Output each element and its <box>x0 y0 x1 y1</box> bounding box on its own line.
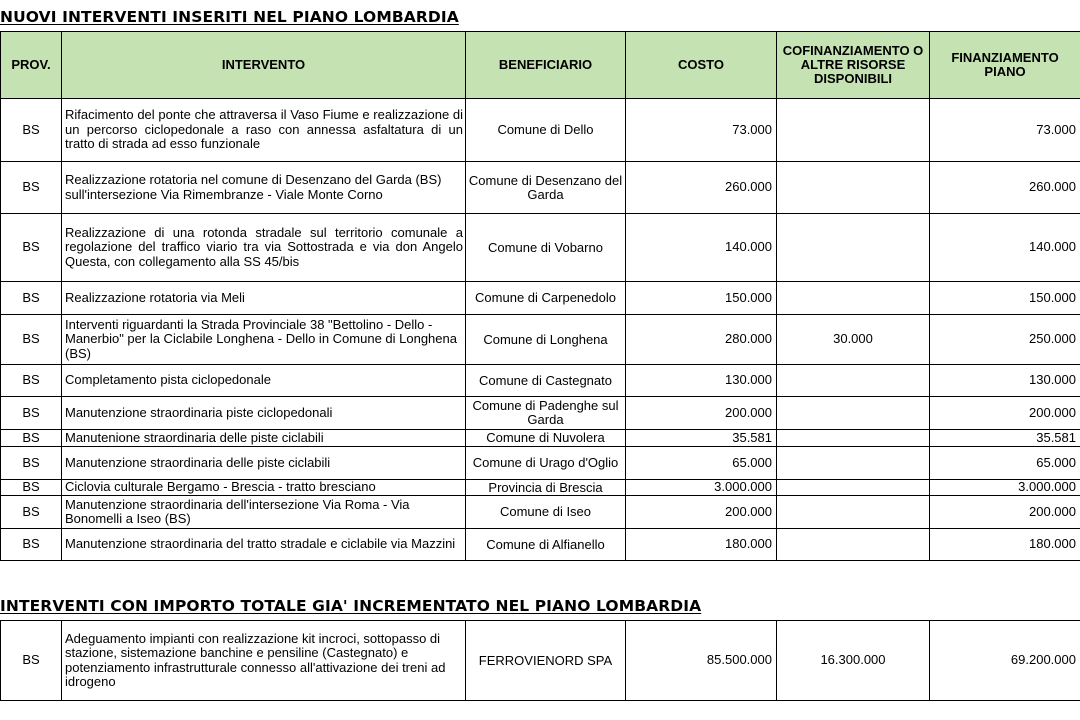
beneficiario-cell: Comune di Longhena <box>466 315 626 365</box>
header-finanziamento-piano: FINANZIAMENTO PIANO <box>930 32 1080 99</box>
cofinanziamento-cell <box>777 162 930 214</box>
table-row <box>1 621 1080 701</box>
prov-cell: BS <box>1 315 62 365</box>
finanziamento-cell: 250.000 <box>930 315 1080 365</box>
costo-cell: 180.000 <box>626 529 777 561</box>
prov-cell: BS <box>1 430 62 447</box>
beneficiario-cell: Comune di Dello <box>466 99 626 162</box>
beneficiario-cell: Comune di Carpenedolo <box>466 282 626 315</box>
interventi-incrementati-table <box>0 620 1080 701</box>
intervento-cell: Manutenzione straordinaria del tratto stradale e ciclabile via Mazzini <box>62 529 466 561</box>
table-row <box>1 214 1080 282</box>
finanziamento-cell: 35.581 <box>930 430 1080 447</box>
beneficiario-cell: Comune di Vobarno <box>466 214 626 282</box>
finanziamento-cell: 150.000 <box>930 282 1080 315</box>
cofinanziamento-cell <box>777 480 930 496</box>
beneficiario-cell: Comune di Nuvolera <box>466 430 626 447</box>
intervento-cell: Manutenzione straordinaria piste ciclopedonali <box>62 397 466 430</box>
beneficiario-cell: Provincia di Brescia <box>466 480 626 496</box>
section-title-nuovi-interventi: NUOVI INTERVENTI INSERITI NEL PIANO LOMBARDIA <box>0 8 459 26</box>
costo-cell: 200.000 <box>626 496 777 529</box>
cofinanziamento-cell: 30.000 <box>777 315 930 365</box>
beneficiario-cell: Comune di Alfianello <box>466 529 626 561</box>
costo-cell: 73.000 <box>626 99 777 162</box>
prov-cell: BS <box>1 529 62 561</box>
header-beneficiario: BENEFICIARIO <box>466 32 626 99</box>
table-row <box>1 162 1080 214</box>
costo-cell: 65.000 <box>626 447 777 480</box>
cofinanziamento-cell <box>777 214 930 282</box>
table-row <box>1 447 1080 480</box>
cofinanziamento-cell <box>777 447 930 480</box>
cofinanziamento-cell <box>777 365 930 397</box>
cofinanziamento-cell <box>777 99 930 162</box>
prov-cell: BS <box>1 365 62 397</box>
cofinanziamento-cell <box>777 430 930 447</box>
intervento-cell: Adeguamento impianti con realizzazione kit incroci, sottopasso di stazione, sistemazione banchine e pensiline (Castegnato) e potenziamento infrastrutturale connesso all'attivazione dei treni ad idrogeno <box>62 621 466 701</box>
finanziamento-cell: 130.000 <box>930 365 1080 397</box>
beneficiario-cell: Comune di Padenghe sul Garda <box>466 397 626 430</box>
cofinanziamento-cell <box>777 282 930 315</box>
prov-cell: BS <box>1 99 62 162</box>
intervento-cell: Realizzazione rotatoria nel comune di Desenzano del Garda (BS) sull'intersezione Via Rimembranze - Viale Monte Corno <box>62 162 466 214</box>
intervento-cell: Realizzazione di una rotonda stradale sul territorio comunale a regolazione del traffico viario tra via Sottostrada e via don Angelo Questa, con collegamento alla SS 45/bis <box>62 214 466 282</box>
cofinanziamento-cell <box>777 496 930 529</box>
intervento-cell: Interventi riguardanti la Strada Provinciale 38 "Bettolino - Dello - Manerbio" per la Ciclabile Longhena - Dello in Comune di Longhena (BS) <box>62 315 466 365</box>
costo-cell: 85.500.000 <box>626 621 777 701</box>
costo-cell: 140.000 <box>626 214 777 282</box>
header-costo: COSTO <box>626 32 777 99</box>
intervento-cell: Realizzazione rotatoria via Meli <box>62 282 466 315</box>
prov-cell: BS <box>1 397 62 430</box>
finanziamento-cell: 260.000 <box>930 162 1080 214</box>
table-row <box>1 397 1080 430</box>
header-row <box>1 32 1080 99</box>
beneficiario-cell: Comune di Urago d'Oglio <box>466 447 626 480</box>
beneficiario-cell: Comune di Castegnato <box>466 365 626 397</box>
finanziamento-cell: 140.000 <box>930 214 1080 282</box>
cofinanziamento-cell: 16.300.000 <box>777 621 930 701</box>
header-intervento: INTERVENTO <box>62 32 466 99</box>
table-row <box>1 315 1080 365</box>
costo-cell: 200.000 <box>626 397 777 430</box>
beneficiario-cell: Comune di Desenzano del Garda <box>466 162 626 214</box>
prov-cell: BS <box>1 621 62 701</box>
finanziamento-cell: 200.000 <box>930 397 1080 430</box>
intervento-cell: Completamento pista ciclopedonale <box>62 365 466 397</box>
table-row <box>1 496 1080 529</box>
intervento-cell: Rifacimento del ponte che attraversa il Vaso Fiume e realizzazione di un percorso ciclopedonale a raso con annessa asfaltatura di un tratto di strada ad esso funzionale <box>62 99 466 162</box>
prov-cell: BS <box>1 162 62 214</box>
prov-cell: BS <box>1 480 62 496</box>
costo-cell: 280.000 <box>626 315 777 365</box>
costo-cell: 150.000 <box>626 282 777 315</box>
finanziamento-cell: 73.000 <box>930 99 1080 162</box>
beneficiario-cell: FERROVIENORD SPA <box>466 621 626 701</box>
table-row <box>1 430 1080 447</box>
table-row <box>1 99 1080 162</box>
table-row <box>1 529 1080 561</box>
costo-cell: 130.000 <box>626 365 777 397</box>
section-title-interventi-incrementati: INTERVENTI CON IMPORTO TOTALE GIA' INCREMENTATO NEL PIANO LOMBARDIA <box>0 597 702 615</box>
prov-cell: BS <box>1 214 62 282</box>
cofinanziamento-cell <box>777 397 930 430</box>
table-row <box>1 480 1080 496</box>
intervento-cell: Manutenzione straordinaria dell'intersezione Via Roma - Via Bonomelli a Iseo (BS) <box>62 496 466 529</box>
prov-cell: BS <box>1 282 62 315</box>
costo-cell: 260.000 <box>626 162 777 214</box>
finanziamento-cell: 180.000 <box>930 529 1080 561</box>
finanziamento-cell: 3.000.000 <box>930 480 1080 496</box>
finanziamento-cell: 69.200.000 <box>930 621 1080 701</box>
header-prov: PROV. <box>1 32 62 99</box>
finanziamento-cell: 200.000 <box>930 496 1080 529</box>
cofinanziamento-cell <box>777 529 930 561</box>
finanziamento-cell: 65.000 <box>930 447 1080 480</box>
interventi-table <box>0 31 1080 561</box>
table-row <box>1 282 1080 315</box>
costo-cell: 3.000.000 <box>626 480 777 496</box>
intervento-cell: Ciclovia culturale Bergamo - Brescia - tratto bresciano <box>62 480 466 496</box>
intervento-cell: Manutenione straordinaria delle piste ciclabili <box>62 430 466 447</box>
prov-cell: BS <box>1 447 62 480</box>
intervento-cell: Manutenzione straordinaria delle piste ciclabili <box>62 447 466 480</box>
beneficiario-cell: Comune di Iseo <box>466 496 626 529</box>
prov-cell: BS <box>1 496 62 529</box>
costo-cell: 35.581 <box>626 430 777 447</box>
table-row <box>1 365 1080 397</box>
header-cofinanziamento: COFINANZIAMENTO O ALTRE RISORSE DISPONIBILI <box>777 32 930 99</box>
